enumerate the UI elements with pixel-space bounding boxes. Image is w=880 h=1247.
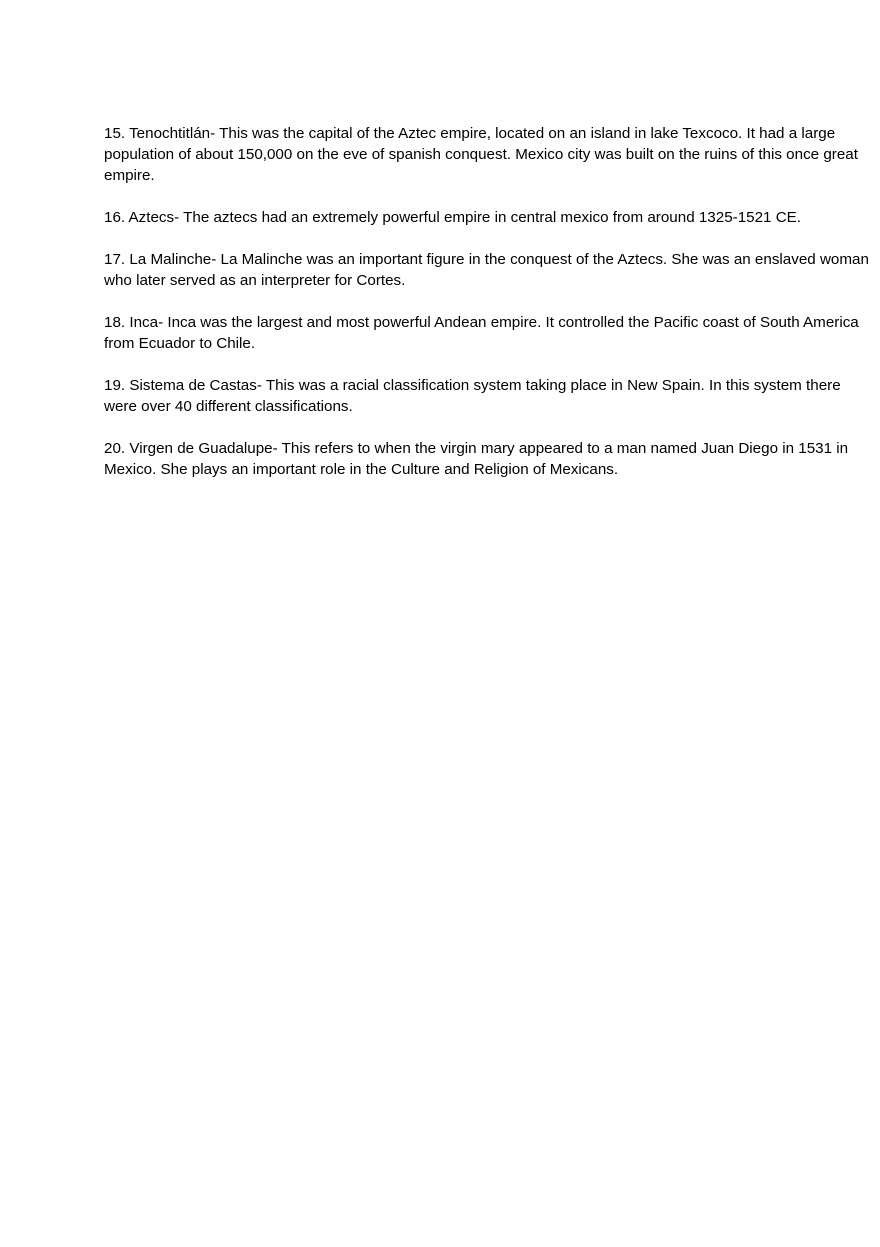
- document-body: [104, 123, 872, 501]
- entry-text: La Malinche- La Malinche was an important figure in the conquest of the Aztecs. She was an enslaved woman who later served as an interpreter for Cortes.: [104, 251, 869, 289]
- entry-number: 20.: [104, 440, 126, 457]
- entry-text: Sistema de Castas- This was a racial classification system taking place in New Spain. In this system there were over 40 different classifications.: [104, 377, 841, 415]
- entry-text: Inca- Inca was the largest and most powerful Andean empire. It controlled the Pacific coast of South America from Ecuador to Chile.: [104, 314, 859, 352]
- entry-number: 16.: [104, 209, 126, 226]
- entry-19: [104, 375, 872, 417]
- entry-18: [104, 312, 872, 354]
- entry-number: 17.: [104, 251, 126, 268]
- entry-20: [104, 438, 872, 480]
- entry-15: [104, 123, 872, 186]
- entry-text: Virgen de Guadalupe- This refers to when the virgin mary appeared to a man named Juan Diego in 1531 in Mexico. She plays an important role in the Culture and Religion of Mexicans.: [104, 440, 849, 478]
- entry-text: Tenochtitlán- This was the capital of the Aztec empire, located on an island in lake Texcoco. It had a large population of about 150,000 on the eve of spanish conquest. Mexico city was built on the ruins of this once great empire.: [104, 125, 858, 184]
- entry-number: 15.: [104, 125, 126, 142]
- entry-16: [104, 207, 872, 228]
- entry-text: Aztecs- The aztecs had an extremely powerful empire in central mexico from around 1325-1521 CE.: [128, 209, 802, 226]
- entry-17: [104, 249, 872, 291]
- entry-number: 19.: [104, 377, 126, 394]
- entry-number: 18.: [104, 314, 126, 331]
